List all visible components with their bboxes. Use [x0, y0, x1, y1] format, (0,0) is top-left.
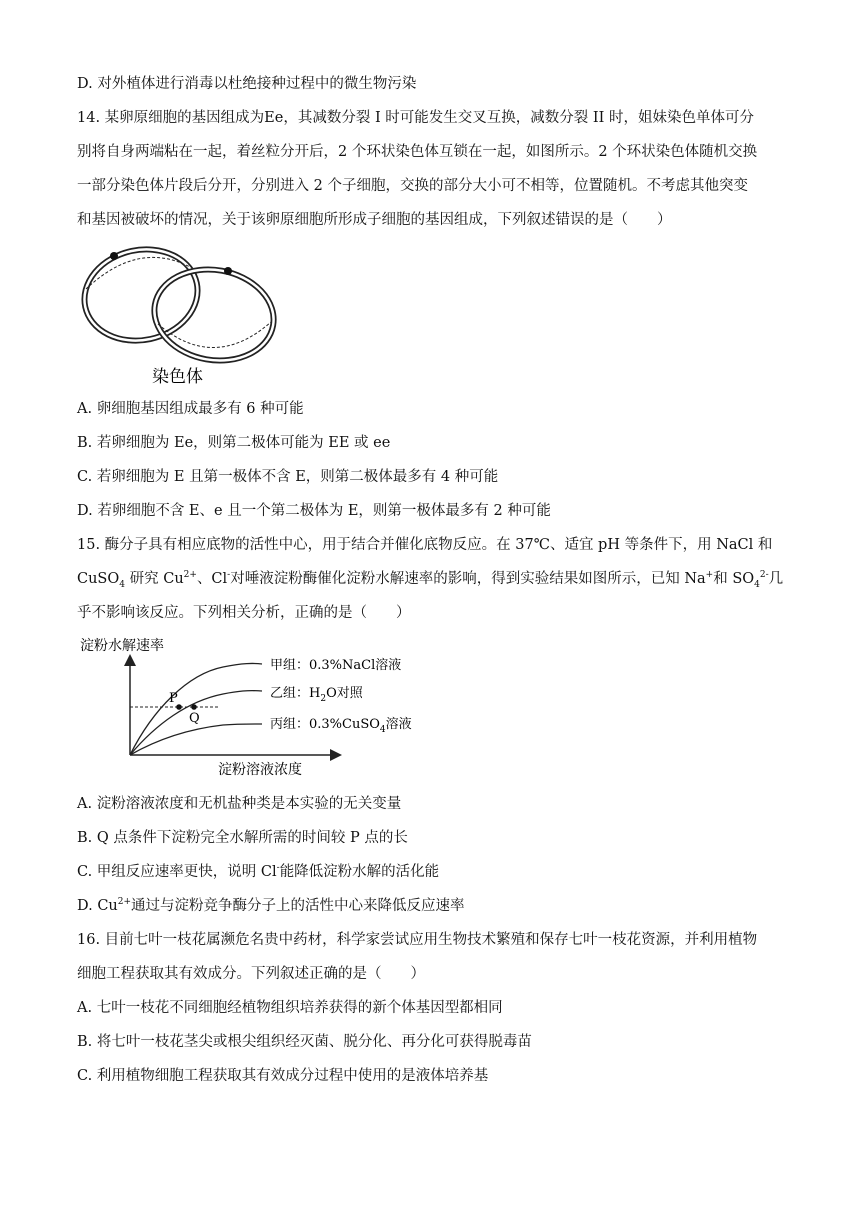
- q16-stem-line-1: 16. 目前七叶一枝花属濒危名贵中药材，科学家尝试应用生物技术繁殖和保存七叶一枝花资源，并利用植物: [77, 932, 758, 948]
- q14-option-a: A. 卵细胞基因组成最多有 6 种可能: [77, 401, 304, 417]
- q15-option-d: D. $Cu^{2+}$通过与淀粉竞争酶分子上的活性中心来降低反应速率: [77, 897, 465, 914]
- q13-option-d: D. 对外植体进行消毒以杜绝接种过程中的微生物污染: [77, 76, 417, 92]
- q14-option-b: B. 若卵细胞为 Ee，则第二极体可能为 EE 或 ee: [77, 435, 391, 451]
- point-q-label: Q: [189, 711, 200, 726]
- q15-stem-line-1: 15. 酶分子具有相应底物的活性中心，用于结合并催化底物反应。在 37℃、适宜 pH 等条件下，用 NaCl 和: [77, 537, 773, 553]
- point-p-label: P: [169, 691, 178, 706]
- q16-option-c: C. 利用植物细胞工程获取其有效成分过程中使用的是液体培养基: [77, 1068, 489, 1084]
- q15-stem-line-2: CuSO$_4$ 研究 $Cu^{2+}$、Cl-对唾液淀粉酶催化淀粉水解速率的影响，得到实验结果如图所示，已知 Na+和 $SO_4^{2-}$几: [77, 570, 784, 590]
- chromosome-rings-figure: [78, 242, 293, 392]
- q15-option-c: C. 甲组反应速率更快，说明 Cl-能降低淀粉水解的活化能: [77, 863, 440, 880]
- series-line-jia: [130, 663, 262, 755]
- point-q-marker: [191, 704, 197, 710]
- figure-caption: 染色体: [152, 367, 203, 387]
- q16-option-a: A. 七叶一枝花不同细胞经植物组织培养获得的新个体基因型都相同: [77, 1000, 503, 1016]
- legend-jia: 甲组：0.3%NaCl溶液: [270, 658, 402, 673]
- q15-stem-line-3: 乎不影响该反应。下列相关分析，正确的是（ ）: [77, 605, 411, 621]
- legend-bing: 丙组：0.3%CuSO$_4$溶液: [270, 717, 412, 735]
- q14-option-c: C. 若卵细胞为 E 且第一极体不含 E，则第二极体最多有 4 种可能: [77, 469, 499, 485]
- centromere-dot: [110, 252, 118, 260]
- q16-option-b: B. 将七叶一枝花茎尖或根尖组织经灭菌、脱分化、再分化可获得脱毒苗: [77, 1034, 532, 1050]
- series-line-bing: [130, 724, 262, 755]
- x-axis-label: 淀粉溶液浓度: [218, 762, 302, 778]
- legend-yi: 乙组：$H_2O$对照: [270, 686, 363, 704]
- q15-option-b: B. Q 点条件下淀粉完全水解所需的时间较 P 点的长: [77, 830, 408, 846]
- q14-option-d: D. 若卵细胞不含 E、e 且一个第二极体为 E，则第一极体最多有 2 种可能: [77, 503, 551, 519]
- q14-stem-line-1: 14. 某卵原细胞的基因组成为Ee，其减数分裂 I 时可能发生交叉互换，减数分裂 II 时，姐妹染色单体可分: [77, 110, 754, 126]
- q14-stem-line-3: 一部分染色体片段后分开，分别进入 2 个子细胞，交换的部分大小可不相等，位置随机。不考虑其他突变: [77, 178, 748, 194]
- q14-stem-line-4: 和基因被破坏的情况，关于该卵原细胞所形成子细胞的基因组成，下列叙述错误的是（ ）: [77, 212, 672, 228]
- q14-stem-line-2: 别将自身两端粘在一起，着丝粒分开后，2 个环状染色体互锁在一起，如图所示。2 个环状染色体随机交换: [77, 144, 758, 160]
- centromere-dot: [224, 267, 232, 275]
- y-axis-label: 淀粉水解速率: [80, 638, 164, 654]
- q15-option-a: A. 淀粉溶液浓度和无机盐种类是本实验的无关变量: [77, 796, 402, 812]
- enzyme-rate-chart: [78, 634, 438, 782]
- q16-stem-line-2: 细胞工程获取其有效成分。下列叙述正确的是（ ）: [77, 966, 425, 982]
